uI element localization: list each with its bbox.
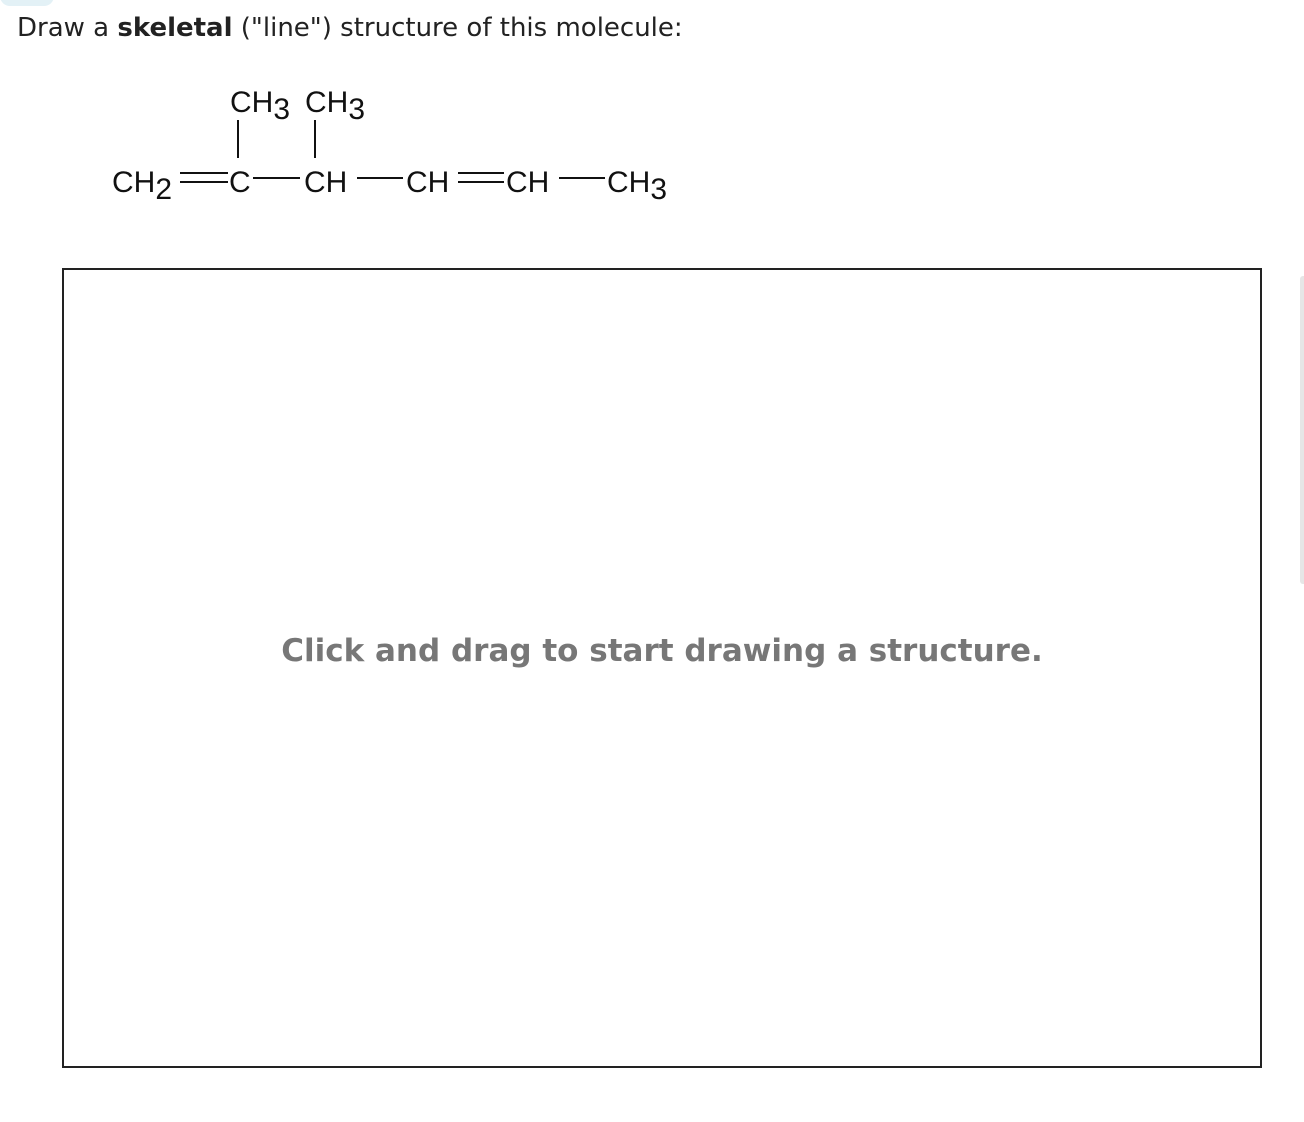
- canvas-hint: Click and drag to start drawing a structure.: [281, 633, 1043, 669]
- condensed-structure-formula: [100, 70, 720, 220]
- atom-c: C: [229, 166, 251, 199]
- drawing-canvas[interactable]: [62, 268, 1262, 1068]
- atom-ch-2: CH: [406, 166, 450, 199]
- atom-ch3-end: CH3: [607, 166, 668, 206]
- atom-ch-3: CH: [506, 166, 550, 199]
- question-emphasis: skeletal: [117, 13, 233, 43]
- question-prefix: Draw a: [17, 13, 118, 43]
- corner-tab: [0, 0, 54, 6]
- atom-ch3-top-1: CH3: [230, 86, 291, 126]
- atom-ch2: CH2: [112, 166, 173, 206]
- atom-ch3-top-2: CH3: [305, 86, 366, 126]
- atom-ch-1: CH: [304, 166, 348, 199]
- scrollbar[interactable]: [1300, 276, 1304, 584]
- question-suffix: ("line") structure of this molecule:: [232, 13, 683, 43]
- question-text: [17, 10, 683, 46]
